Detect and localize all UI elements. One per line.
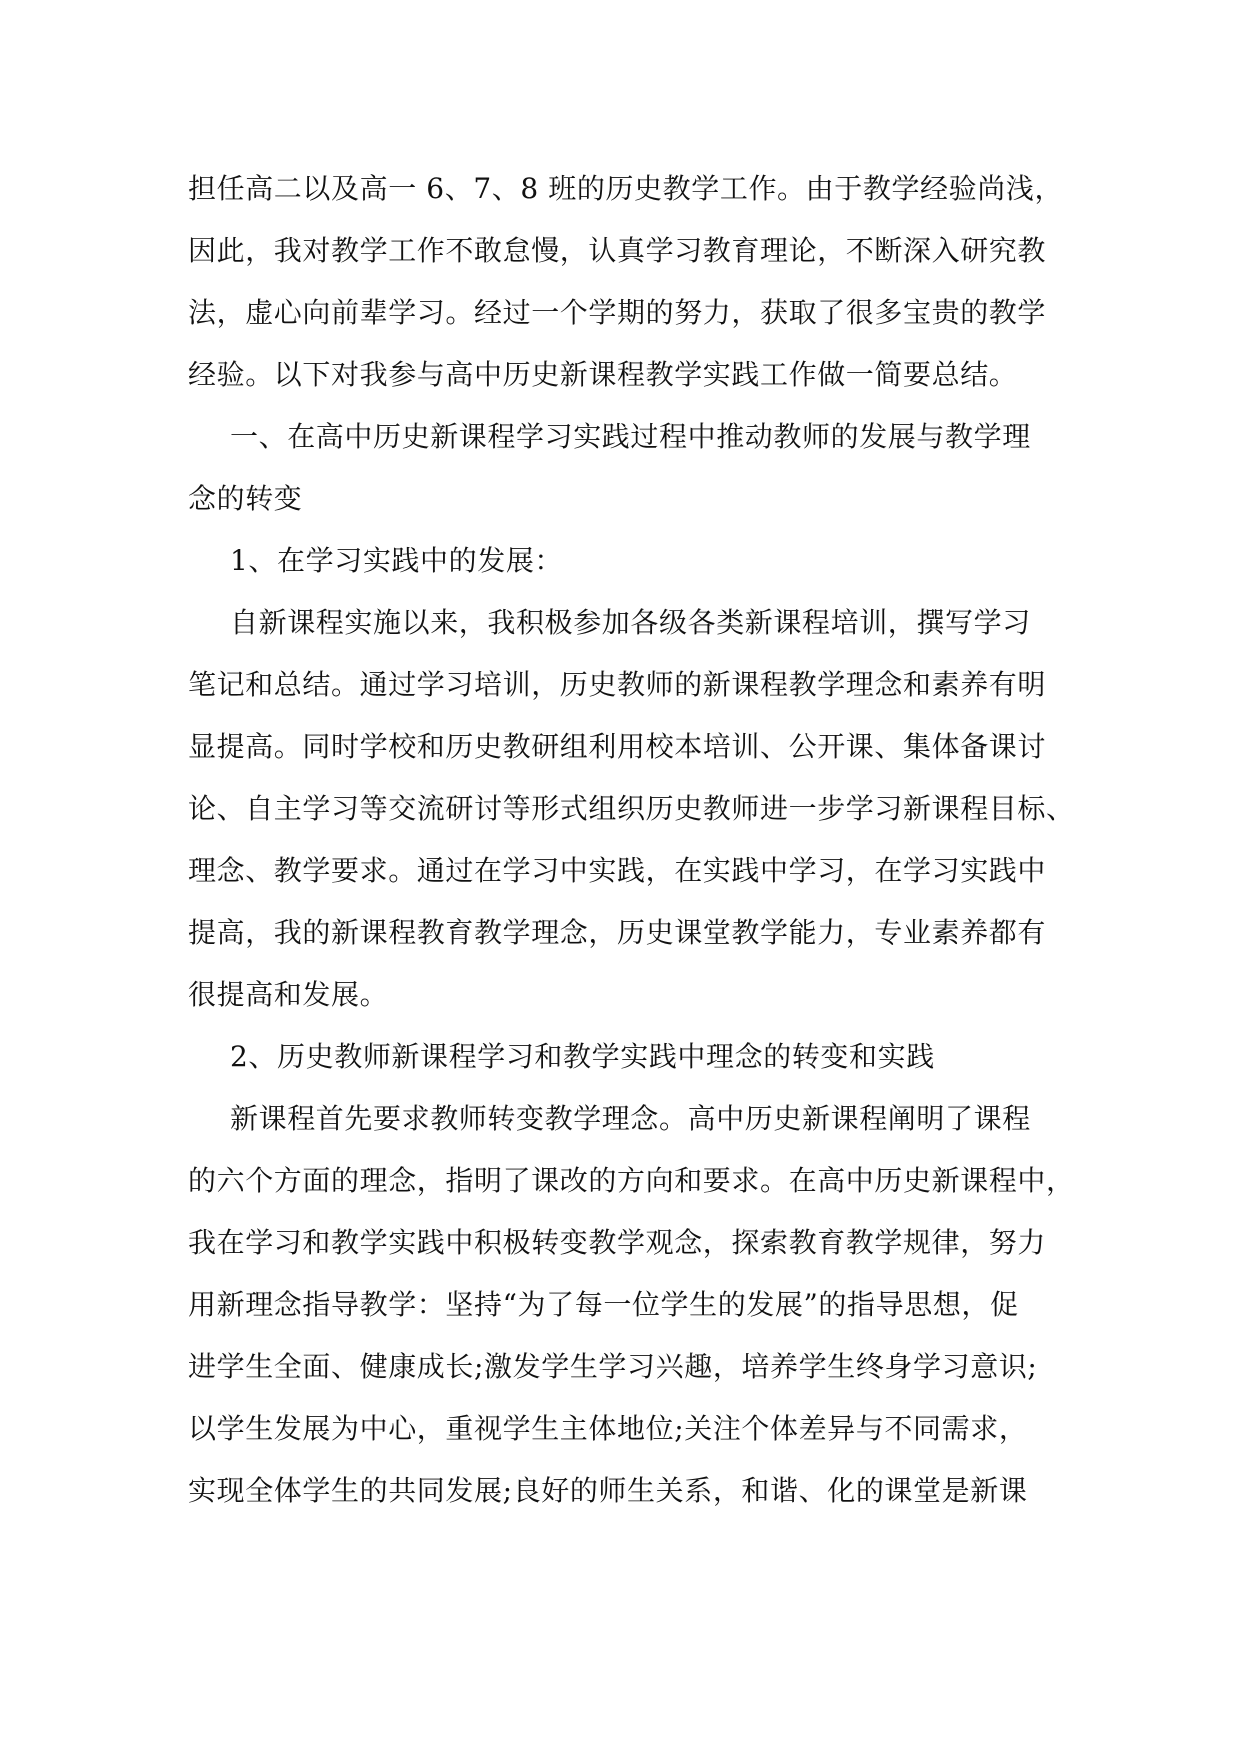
document-body [188,158,1075,1522]
text-line: 担任高二以及高一 6、7、8 班的历史教学工作。由于教学经验尚浅， [188,172,1064,205]
text-line: 以学生发展为中心，重视学生主体地位;关注个体差异与不同需求， [188,1412,1028,1445]
text-line: 新课程首先要求教师转变教学理念。高中历史新课程阐明了课程 [230,1102,1031,1135]
text-line: 理念、教学要求。通过在学习中实践，在实践中学习，在学习实践中 [188,854,1047,887]
text-line: 提高，我的新课程教育教学理念，历史课堂教学能力，专业素养都有 [188,916,1047,949]
text-line: 法，虚心向前辈学习。经过一个学期的努力，获取了很多宝贵的教学 [188,296,1047,329]
text-line: 我在学习和教学实践中积极转变教学观念，探索教育教学规律，努力 [188,1226,1047,1259]
text-line: 笔记和总结。通过学习培训，历史教师的新课程教学理念和素养有明 [188,668,1047,701]
text-line: 经验。以下对我参与高中历史新课程教学实践工作做一简要总结。 [188,358,1018,391]
section-heading-continued: 念的转变 [188,482,303,515]
text-line: 用新理念指导教学：坚持“为了每一位学生的发展”的指导思想，促 [188,1288,1019,1321]
text-line: 自新课程实施以来，我积极参加各级各类新课程培训，撰写学习 [230,606,1031,639]
text-line: 显提高。同时学校和历史教研组利用校本培训、公开课、集体备课讨 [188,730,1047,763]
subsection-heading: 2、历史教师新课程学习和教学实践中理念的转变和实践 [230,1040,935,1073]
text-line: 的六个方面的理念，指明了课改的方向和要求。在高中历史新课程中， [188,1164,1075,1197]
text-line: 很提高和发展。 [188,978,389,1011]
text-line: 论、自主学习等交流研讨等形式组织历史教师进一步学习新课程目标、 [188,792,1075,825]
text-line: 因此，我对教学工作不敢怠慢，认真学习教育理论，不断深入研究教 [188,234,1047,267]
subsection-heading: 1、在学习实践中的发展： [230,544,564,577]
text-line: 进学生全面、健康成长;激发学生学习兴趣，培养学生终身学习意识; [188,1350,1038,1383]
section-heading: 一、在高中历史新课程学习实践过程中推动教师的发展与教学理 [230,420,1031,453]
text-line: 实现全体学生的共同发展;良好的师生关系，和谐、化的课堂是新课 [188,1474,1028,1507]
